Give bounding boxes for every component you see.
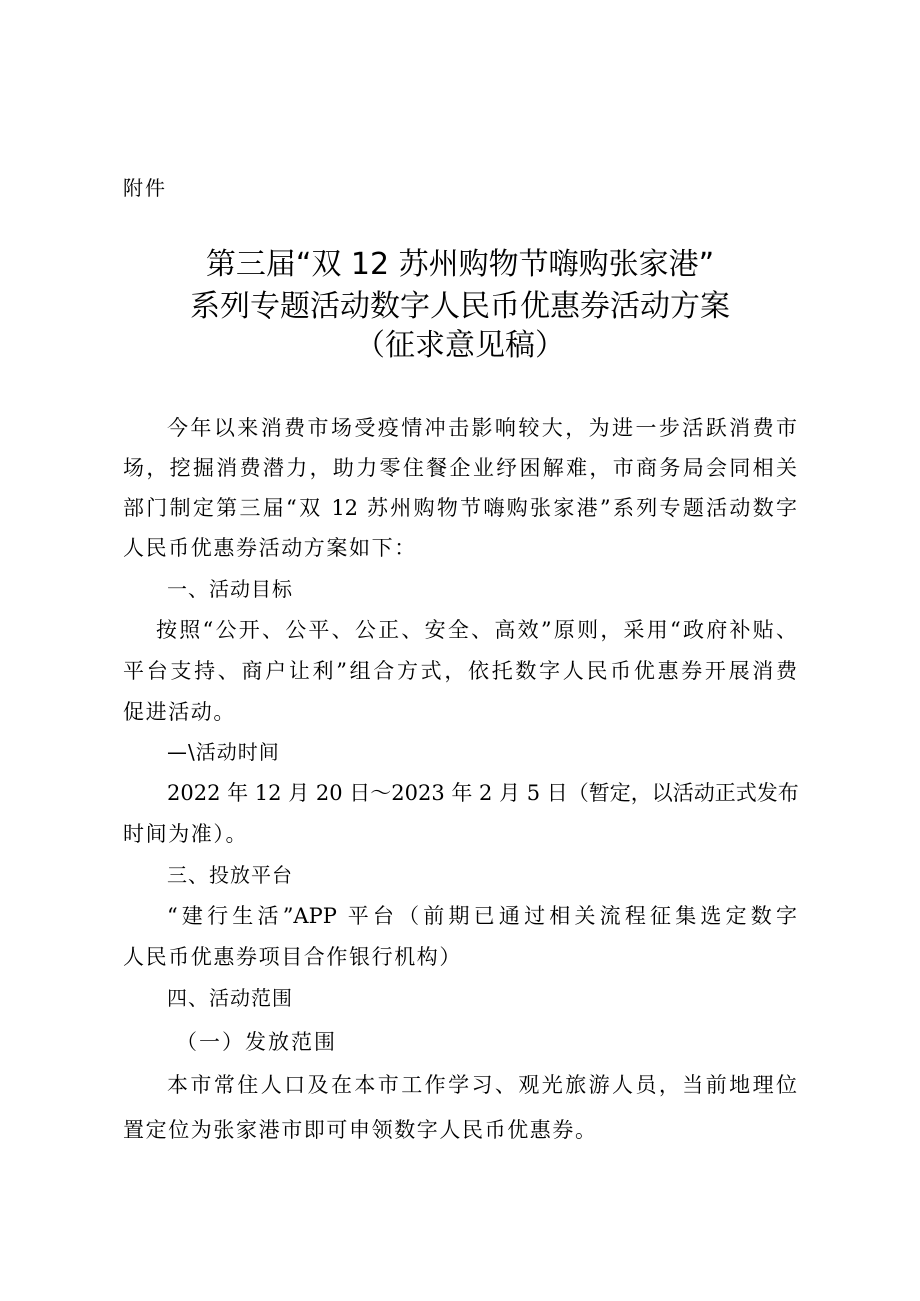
intro-line-3: 部门制定第三届“双 12 苏州购物节嗨购张家港”系列专题活动数字	[123, 496, 797, 520]
section-2-line-1: 2022 年 12 月 20 日～2023 年 2 月 5 日（暂定，以活动正式发布	[167, 781, 799, 805]
section-3-line-2: 人民币优惠券项目合作银行机构）	[123, 945, 462, 969]
section-4-line-1: 本市常住人口及在本市工作学习、观光旅游人员，当前地理位	[167, 1073, 797, 1097]
section-2-line-2: 时间为准）。	[123, 822, 249, 846]
document-title-line-1: 第三届“双 12 苏州购物节嗨购张家港”	[205, 247, 715, 282]
attachment-label: 附件	[123, 176, 167, 200]
section-3-line-1: “建行生活”APP 平台（前期已通过相关流程征集选定数字	[167, 904, 797, 928]
document-title-line-2: 系列专题活动数字人民币优惠券活动方案	[190, 289, 730, 324]
intro-line-4: 人民币优惠券活动方案如下：	[123, 536, 417, 560]
section-1-line-3: 促进活动。	[123, 700, 236, 724]
section-1-heading: 一、活动目标	[167, 577, 293, 601]
section-3-heading: 三、投放平台	[167, 863, 293, 887]
intro-line-1: 今年以来消费市场受疫情冲击影响较大，为进一步活跃消费市	[167, 416, 797, 440]
document-title-line-3: （征求意见稿）	[355, 328, 565, 363]
section-4-heading: 四、活动范围	[167, 986, 293, 1010]
section-2-heading: —\活动时间	[167, 740, 280, 764]
section-4-line-2: 置定位为张家港市即可申领数字人民币优惠券。	[123, 1118, 598, 1142]
section-1-line-1: 按照“公开、公平、公正、安全、高效”原则，采用“政府补贴、	[156, 618, 797, 642]
section-4-subheading: （一）发放范围	[176, 1030, 337, 1054]
intro-line-2: 场，挖掘消费潜力，助力零住餐企业纾困解难，市商务局会同相关	[123, 456, 797, 480]
section-1-line-2: 平台支持、商户让利”组合方式，依托数字人民币优惠券开展消费	[123, 659, 797, 683]
